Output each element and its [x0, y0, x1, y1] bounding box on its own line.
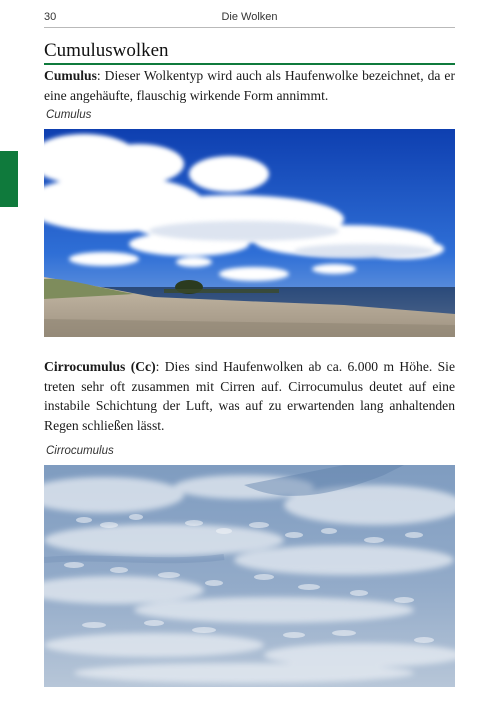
cirrocumulus-description: : Dies sind Haufenwolken ab ca. 6.000 m Höhe. Sie treten sehr oft zusammen mit Cirren auf. Cirrocumulus deutet auf eine instabile Schichtung der Luft, was auf zu erwartenden lang anhaltenden Regen schließen lässt. [44, 359, 455, 433]
cumulus-photo [44, 129, 455, 337]
cumulus-term: Cumulus [44, 68, 97, 83]
running-title: Die Wolken [221, 11, 278, 23]
cumulus-paragraph [44, 66, 455, 105]
page-header [44, 9, 455, 28]
chapter-tab-marker [0, 151, 18, 207]
cumulus-description: : Dieser Wolkentyp wird auch als Haufenwolke bezeichnet, da er eine angehäufte, flauschig wirkende Form annimmt. [44, 68, 455, 103]
section-title: Cumuluswolken [44, 40, 455, 65]
cirrocumulus-term: Cirrocumulus (Cc) [44, 359, 156, 374]
cumulus-caption: Cumulus [46, 109, 92, 121]
cirrocumulus-photo [44, 465, 455, 687]
cirrocumulus-caption: Cirrocumulus [46, 445, 114, 457]
page-number: 30 [44, 11, 57, 23]
cirrocumulus-paragraph [44, 357, 455, 435]
